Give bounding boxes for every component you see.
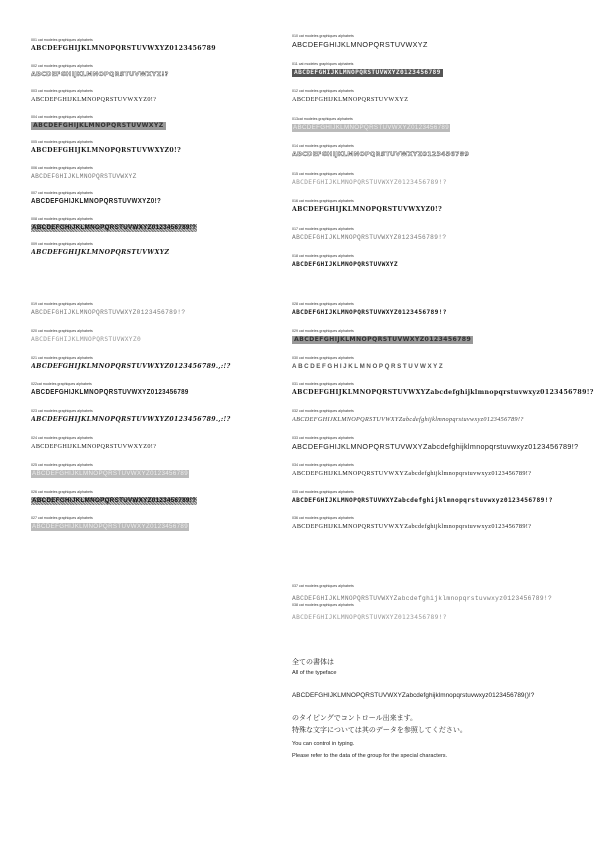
alphabet-sample: ABCDEFGHIJKLMNOPQRSTUVWXYZabcdefghijklmnopqrstuvwxyz0123456789!? (292, 416, 524, 424)
alphabet-sample: ABCDEFGHIJKLMNOPQRSTUVWXYZ0123456789 (292, 151, 470, 158)
alphabet-label: 015 cat modeles graphiques alphabets (292, 171, 354, 176)
alphabet-entry (292, 199, 442, 214)
alphabet-label: 028 cat modeles graphiques alphabets (292, 302, 354, 306)
alphabet-entry (31, 329, 141, 344)
alphabet-entry (31, 356, 231, 371)
alphabet-entry (292, 490, 553, 505)
alphabet-sample: ABCDEFGHIJKLMNOPQRSTUVWXYZ0!? (292, 206, 443, 213)
alphabet-entry (292, 34, 428, 49)
alphabet-sample: ABCDEFGHIJKLMNOPQRSTUVWXYZ0123456789!? (292, 614, 447, 621)
alphabet-label: 038 cat modeles graphiques alphabets (292, 603, 354, 607)
alphabet-sample: ABCDEFGHIJKLMNOPQRSTUVWXYZ0123456789 (294, 68, 441, 76)
alphabet-sample: ABCDEFGHIJKLMNOPQRSTUVWXYZ0!? (31, 96, 157, 103)
alphabet-sample: ABCDEFGHIJKLMNOPQRSTUVWXYZ (33, 121, 164, 129)
alphabet-label: 019 cat modeles graphiques alphabets (31, 302, 93, 306)
alphabet-entry (292, 302, 447, 317)
alphabet-entry (31, 436, 156, 451)
alphabet-entry (292, 62, 443, 77)
alphabet-sample: ABCDEFGHIJKLMNOPQRSTUVWXYZabcdefghijklmnopqrstuvwxyz0123456789!? (292, 443, 579, 451)
alphabet-sample: ABCDEFGHIJKLMNOPQRSTUVWXYZ0123456789!? (292, 178, 447, 186)
alphabet-label: 005 cat modeles graphiques alphabets (31, 140, 93, 144)
alphabet-sample: ABCDEFGHIJKLMNOPQRSTUVWXYZ0!? (31, 147, 182, 154)
alphabet-label: 029 cat modeles graphiques alphabets (292, 328, 354, 333)
note-jp-all-typefaces: 全ての書体は (292, 658, 334, 666)
alphabet-label: 002 cat modeles graphiques alphabets (31, 63, 93, 68)
alphabet-label: 011 cat modeles graphiques alphabets (292, 61, 354, 66)
alphabet-sample: ABCDEFGHIJKLMNOPQRSTUVWXYZabcdefghijklmnopqrstuvwxyz0123456789!? (292, 523, 532, 531)
alphabet-entry (292, 227, 446, 242)
alphabet-label: 021 cat modeles graphiques alphabets (31, 355, 93, 360)
alphabet-sample: ABCDEFGHIJKLMNOPQRSTUVWXYZ (31, 172, 137, 180)
alphabet-sample: ABCDEFGHIJKLMNOPQRSTUVWXYZ (292, 96, 409, 103)
alphabet-label: 009 cat modeles graphiques alphabets (31, 242, 93, 246)
alphabet-sample: ABCDEFGHIJKLMNOPQRSTUVWXYZ0123456789.,:!? (31, 416, 231, 424)
alphabet-label: 014 cat modeles graphiques alphabets (292, 144, 354, 148)
alphabet-entry (31, 382, 189, 397)
alphabet-sample: ABCDEFGHIJKLMNOPQRSTUVWXYZ0123456789!? (31, 309, 186, 316)
alphabet-label: 032 cat modeles graphiques alphabets (292, 409, 354, 414)
alphabet-label: 018 cat modeles graphiques alphabets (292, 254, 354, 258)
alphabet-label: 016 cat modeles graphiques alphabets (292, 199, 354, 203)
alphabet-label: 013cat modeles graphiques alphabets (292, 116, 353, 121)
alphabet-label: 010 cat modeles graphiques alphabets (292, 34, 354, 38)
alphabet-entry (31, 140, 181, 155)
alphabet-label: 036 cat modeles graphiques alphabets (292, 516, 354, 521)
alphabet-label: 007 cat modeles graphiques alphabets (31, 191, 93, 195)
alphabet-label: 022cat modeles graphiques alphabets (31, 382, 92, 387)
alphabet-label: 006 cat modeles graphiques alphabets (31, 165, 93, 170)
alphabet-sample: ABCDEFGHIJKLMNOPQRSTUVWXYZ0123456789 (31, 45, 216, 52)
alphabet-entry (292, 89, 408, 104)
alphabet-entry (292, 603, 447, 627)
alphabet-entry (31, 115, 166, 130)
alphabet-sample: ABCDEFGHIJKLMNOPQRSTUVWXYZ0!? (31, 443, 157, 450)
alphabet-label: 030 cat modeles graphiques alphabets (292, 355, 354, 360)
alphabet-sample: ABCDEFGHIJKLMNOPQRSTUVWXYZ0123456789!? (292, 309, 447, 316)
alphabet-label: 008 cat modeles graphiques alphabets (31, 216, 93, 221)
alphabet-sample: ABCDEFGHIJKLMNOPQRSTUVWXYZ0123456789 (294, 335, 472, 343)
alphabet-entry (292, 144, 469, 159)
alphabet-entry (292, 516, 531, 531)
alphabet-sample: ABCDEFGHIJKLMNOPQRSTUVWXYZ0123456789.,:!? (31, 362, 231, 370)
alphabet-sample: ABCDEFGHIJKLMNOPQRSTUVWXYZ0123456789!? (292, 233, 447, 241)
note-alphabet: ABCDEFGHIJKLMNOPQRSTUVWXYZabcdefghijklmnopqrstuvwxyz0123456789()!? (292, 692, 535, 699)
alphabet-entry (31, 463, 189, 478)
alphabet-sample: ABCDEFGHIJKLMNOPQRSTUVWXYZ0123456789 (32, 523, 188, 531)
alphabet-entry (31, 38, 216, 53)
alphabet-label: 020 cat modeles graphiques alphabets (31, 328, 93, 333)
alphabet-entry (292, 463, 531, 478)
alphabet-entry (31, 490, 197, 505)
alphabet-label: 027 cat modeles graphiques alphabets (31, 516, 93, 521)
alphabet-entry (31, 64, 169, 79)
alphabet-entry (292, 117, 450, 132)
alphabet-sample: ABCDEFGHIJKLMNOPQRSTUVWXYZ0123456789 (31, 388, 189, 397)
alphabet-label: 026 cat modeles graphiques alphabets (31, 489, 93, 494)
alphabet-sample: ABCDEFGHIJKLMNOPQRSTUVWXYZ (292, 41, 428, 49)
alphabet-entry (31, 516, 189, 531)
alphabet-entry (292, 409, 524, 424)
alphabet-label: 024 cat modeles graphiques alphabets (31, 436, 93, 440)
alphabet-sample: ABCDEFGHIJKLMNOPQRSTUVWXYZ0123456789 (293, 123, 449, 131)
alphabet-sample: ABCDEFGHIJKLMNOPQRSTUVWXYZabcdefghijklmnopqrstuvwxyz0123456789!? (292, 595, 553, 602)
alphabet-sample: ABCDEFGHIJKLMNOPQRSTUVWXYZ0123456789!? (32, 496, 197, 504)
alphabet-sample: ABCDEFGHIJKLMNOPQRSTUVWXYZabcdefghijklmnopqrstuvwxyz0123456789!? (292, 389, 594, 397)
alphabet-label: 004 cat modeles graphiques alphabets (31, 114, 93, 119)
alphabet-label: 033 cat modeles graphiques alphabets (292, 436, 354, 440)
alphabet-sample: ABCDEFGHIJKLMNOPQRSTUVWXYZabcdefghijklmnopqrstuvwxyz0123456789!? (292, 496, 553, 504)
alphabet-label: 003 cat modeles graphiques alphabets (31, 89, 93, 93)
alphabet-entry (31, 302, 185, 317)
note-en-typing-control: You can control in typing. (292, 741, 355, 747)
alphabet-label: 031 cat modeles graphiques alphabets (292, 382, 354, 387)
alphabet-entry (292, 172, 447, 187)
typeface-notes (292, 658, 582, 760)
alphabet-entry (31, 191, 161, 206)
alphabet-entry (292, 356, 444, 371)
alphabet-entry (31, 217, 197, 232)
alphabet-sample: ABCDEFGHIJKLMNOPQRSTUVWXYZ0!? (31, 197, 162, 206)
alphabet-label: 037 cat modeles graphiques alphabets (292, 584, 354, 588)
alphabet-label: 035 cat modeles graphiques alphabets (292, 489, 354, 494)
alphabet-entry (31, 242, 169, 257)
alphabet-entry (292, 436, 578, 451)
note-en-special-chars: Please refer to the data of the group for the special characters. (292, 753, 448, 759)
note-en-all-typefaces: All of the typeface (292, 670, 337, 676)
note-jp-typing-control: のタイピングでコントロール出来ます。 (292, 714, 418, 722)
alphabet-sample: ABCDEFGHIJKLMNOPQRSTUVWXYZ0 (31, 335, 142, 343)
alphabet-entry (31, 166, 137, 181)
alphabet-sample: ABCDEFGHIJKLMNOPQRSTUVWXYZ (292, 261, 398, 268)
alphabet-sample: ABCDEFGHIJKLMNOPQRSTUVWXYZabcdefghijklmnopqrstuvwxyz0123456789!? (292, 469, 532, 477)
alphabet-sample: ABCDEFGHIJKLMNOPQRSTUVWXYZ0123456789!? (32, 223, 197, 231)
alphabet-label: 023 cat modeles graphiques alphabets (31, 409, 93, 414)
alphabet-label: 034 cat modeles graphiques alphabets (292, 462, 354, 467)
alphabet-entry (292, 329, 473, 344)
alphabet-sample: ABCDEFGHIJKLMNOPQRSTUVWXYZ!? (31, 70, 169, 78)
alphabet-entry (292, 254, 398, 269)
note-jp-special-chars: 特殊な文字については其のデータを参照してください。 (292, 726, 467, 734)
alphabet-label: 017 cat modeles graphiques alphabets (292, 226, 354, 231)
alphabet-label: 025 cat modeles graphiques alphabets (31, 462, 93, 467)
alphabet-entry (31, 89, 156, 104)
alphabet-sample: ABCDEFGHIJKLMNOPQRSTUVWXYZ (292, 362, 445, 370)
alphabet-label: 012 cat modeles graphiques alphabets (292, 89, 354, 93)
alphabet-entry (292, 382, 594, 397)
alphabet-label: 001 cat modeles graphiques alphabets (31, 38, 93, 42)
alphabet-entry (31, 409, 231, 424)
alphabet-sample: ABCDEFGHIJKLMNOPQRSTUVWXYZ (31, 249, 170, 256)
alphabet-sample: ABCDEFGHIJKLMNOPQRSTUVWXYZ0123456789 (32, 469, 188, 477)
